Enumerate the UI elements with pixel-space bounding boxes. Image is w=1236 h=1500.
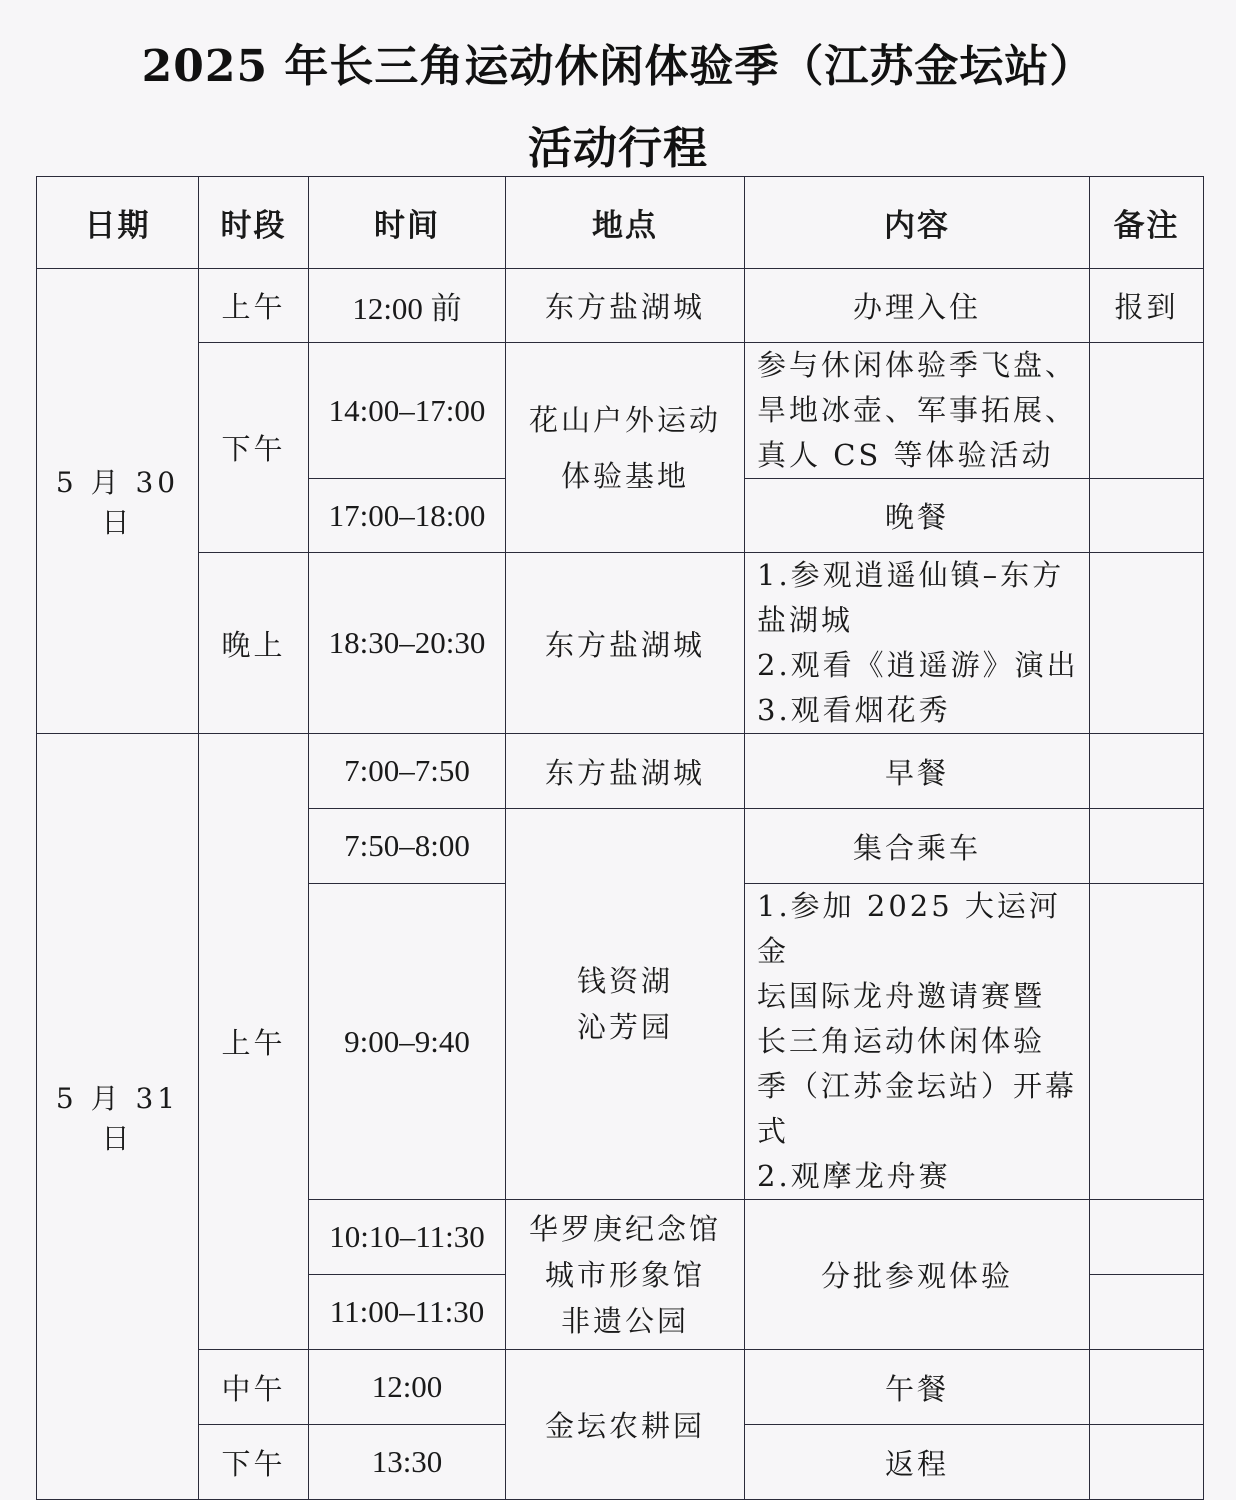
table-row: [37, 269, 1204, 343]
content-line: 2.观摩龙舟赛: [757, 1159, 951, 1193]
table-row: [37, 734, 1204, 809]
note-cell: [1090, 809, 1204, 884]
time-cell: 18:30–20:30: [309, 553, 506, 734]
place-line: 花山户外运动: [528, 402, 721, 437]
note-cell: [1090, 1200, 1204, 1275]
page-subtitle: 活动行程: [528, 123, 708, 174]
content-line: 季（江苏金坛站）开幕: [757, 1069, 1078, 1103]
place-line: 非遗公园: [560, 1303, 689, 1338]
content-line: 式: [757, 1114, 790, 1148]
content-cell: 分批参观体验: [745, 1200, 1090, 1350]
content-cell: 集合乘车: [745, 809, 1090, 884]
place-line: 钱资湖: [576, 964, 673, 998]
content-line: 参与休闲体验季飞盘、: [757, 348, 1078, 382]
header-period: 时段: [199, 177, 309, 269]
place-cell: 金坛农耕园: [506, 1350, 745, 1500]
content-line: 3.观看烟花秀: [757, 693, 951, 727]
time-cell: 14:00–17:00: [309, 343, 506, 479]
note-cell: [1090, 1350, 1204, 1425]
time-cell: 7:50–8:00: [309, 809, 506, 884]
place-cell: 东方盐湖城: [506, 553, 745, 734]
place-line: 城市形象馆: [544, 1257, 705, 1292]
content-cell: 午餐: [745, 1350, 1090, 1425]
time-cell: 13:30: [309, 1425, 506, 1500]
header-content: 内容: [745, 177, 1090, 269]
header-date: 日期: [37, 177, 199, 269]
content-line: 长三角运动休闲体验: [757, 1024, 1046, 1058]
place-cell: 东方盐湖城: [506, 269, 745, 343]
place-line: 沁芳园: [576, 1010, 673, 1044]
period-cell: 晚上: [199, 553, 309, 734]
date-cell: 5 月 30 日: [37, 269, 199, 734]
note-cell: [1090, 734, 1204, 809]
time-cell: 12:00 前: [309, 269, 506, 343]
period-cell: 上午: [199, 734, 309, 1350]
content-cell: [745, 553, 1090, 734]
period-cell: 下午: [199, 1425, 309, 1500]
note-cell: 报到: [1090, 269, 1204, 343]
time-cell: 11:00–11:30: [309, 1275, 506, 1350]
schedule-table: [36, 176, 1204, 1500]
page-title: 2025 年长三角运动休闲体验季（江苏金坛站）: [141, 41, 1095, 92]
table-row: [37, 343, 1204, 479]
header-time: 时间: [309, 177, 506, 269]
content-line: 坛国际龙舟邀请赛暨: [757, 979, 1046, 1013]
table-row: [37, 1350, 1204, 1425]
time-cell: 9:00–9:40: [309, 884, 506, 1200]
table-header-row: [37, 177, 1204, 269]
content-cell: [745, 343, 1090, 479]
content-cell: 办理入住: [745, 269, 1090, 343]
place-line: 体验基地: [560, 458, 689, 493]
content-cell: [745, 884, 1090, 1200]
content-cell: 返程: [745, 1425, 1090, 1500]
period-cell: 中午: [199, 1350, 309, 1425]
content-line: 1.参加 2025 大运河金: [757, 889, 1061, 968]
content-cell: 晚餐: [745, 479, 1090, 553]
time-cell: 17:00–18:00: [309, 479, 506, 553]
note-cell: [1090, 884, 1204, 1200]
time-cell: 7:00–7:50: [309, 734, 506, 809]
content-line: 2.观看《逍遥游》演出: [757, 648, 1079, 682]
time-cell: 12:00: [309, 1350, 506, 1425]
content-cell: 早餐: [745, 734, 1090, 809]
table-row: [37, 553, 1204, 734]
date-cell: 5 月 31 日: [37, 734, 199, 1500]
period-cell: 上午: [199, 269, 309, 343]
period-cell: 下午: [199, 343, 309, 553]
note-cell: [1090, 479, 1204, 553]
content-line: 1.参观逍遥仙镇–东方: [757, 558, 1065, 592]
place-line: 华罗庚纪念馆: [528, 1211, 721, 1246]
place-cell: [506, 1200, 745, 1350]
header-place: 地点: [506, 177, 745, 269]
note-cell: [1090, 1275, 1204, 1350]
place-cell: 东方盐湖城: [506, 734, 745, 809]
note-cell: [1090, 553, 1204, 734]
content-line: 真人 CS 等体验活动: [757, 438, 1054, 472]
note-cell: [1090, 1425, 1204, 1500]
content-line: 盐湖城: [757, 603, 854, 637]
note-cell: [1090, 343, 1204, 479]
content-line: 旱地冰壶、军事拓展、: [757, 393, 1078, 427]
place-cell: [506, 809, 745, 1200]
place-cell: [506, 343, 745, 553]
time-cell: 10:10–11:30: [309, 1200, 506, 1275]
header-note: 备注: [1090, 177, 1204, 269]
